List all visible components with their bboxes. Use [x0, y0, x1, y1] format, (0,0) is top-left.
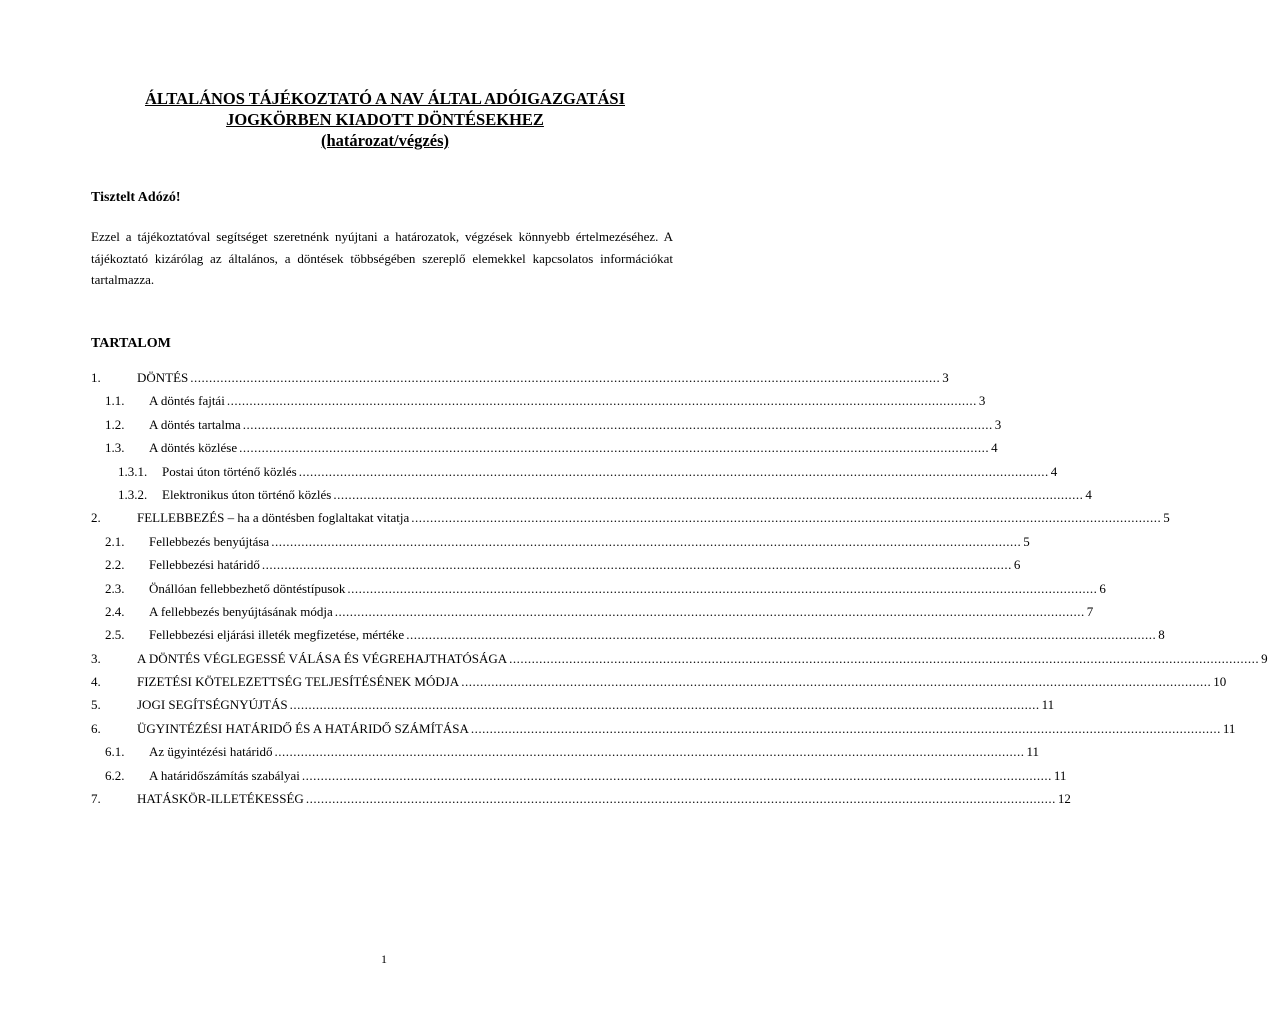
- toc-entry[interactable]: [91, 647, 1268, 670]
- toc-dot-leader: ........................................................................................................................................................................................................: [242, 416, 993, 432]
- toc-entry-title: Önállóan fellebbezhető döntéstípusok: [149, 577, 347, 600]
- toc-entry-link[interactable]: [137, 506, 1170, 529]
- toc-entry-number: 6.2.: [105, 767, 125, 783]
- toc-dot-leader: ........................................................................................................................................................................................................: [347, 580, 1098, 596]
- toc-entry-number: 1.3.1.: [118, 463, 148, 479]
- toc-entry[interactable]: [91, 693, 1055, 716]
- toc-entry-link[interactable]: [149, 600, 1094, 623]
- toc-entry-link[interactable]: [149, 577, 1106, 600]
- toc-entry[interactable]: [91, 577, 1106, 600]
- toc-entry-title: A határidőszámítás szabályai: [149, 764, 302, 787]
- toc-entry-page: 8: [1156, 623, 1165, 646]
- toc-entry[interactable]: [91, 670, 1227, 693]
- toc-entry-link[interactable]: [162, 483, 1092, 506]
- toc-entry-link[interactable]: [137, 647, 1268, 670]
- toc-dot-leader: ........................................................................................................................................................................................................: [470, 720, 1221, 736]
- toc-entry-title: ÜGYINTÉZÉSI HATÁRIDŐ ÉS A HATÁRIDŐ SZÁMÍTÁSA: [137, 717, 471, 740]
- toc-entry-title: A DÖNTÉS VÉGLEGESSÉ VÁLÁSA ÉS VÉGREHAJTHATÓSÁGA: [137, 647, 509, 670]
- toc-dot-leader: ........................................................................................................................................................................................................: [334, 603, 1085, 619]
- toc-entry-link[interactable]: [149, 389, 986, 412]
- toc-dot-leader: ........................................................................................................................................................................................................: [261, 557, 1012, 573]
- toc-entry-page: 7: [1085, 600, 1094, 623]
- toc-entry-link[interactable]: [162, 460, 1058, 483]
- toc-entry-title: JOGI SEGÍTSÉGNYÚJTÁS: [137, 693, 290, 716]
- toc-entry-number: 2.: [91, 510, 101, 526]
- table-of-contents: [91, 366, 1268, 810]
- toc-entry-page: 6: [1097, 577, 1106, 600]
- toc-entry-number: 2.2.: [105, 557, 125, 573]
- toc-entry-page: 4: [989, 436, 998, 459]
- toc-entry-page: 3: [993, 413, 1002, 436]
- toc-entry-number: 1.3.: [105, 440, 125, 456]
- toc-entry-page: 5: [1161, 506, 1170, 529]
- toc-entry-link[interactable]: [149, 764, 1067, 787]
- toc-entry-link[interactable]: [149, 530, 1030, 553]
- toc-dot-leader: ........................................................................................................................................................................................................: [406, 627, 1157, 643]
- toc-dot-leader: ........................................................................................................................................................................................................: [289, 697, 1040, 713]
- toc-entry[interactable]: [91, 764, 1067, 787]
- toc-entry[interactable]: [91, 413, 1002, 436]
- toc-dot-leader: ........................................................................................................................................................................................................: [333, 486, 1084, 502]
- toc-entry-number: 1.: [91, 370, 101, 385]
- toc-entry-number: 3.: [91, 650, 101, 666]
- toc-entry-number: 1.3.2.: [118, 486, 148, 502]
- toc-entry[interactable]: [91, 366, 949, 389]
- toc-entry-title: A döntés közlése: [149, 436, 239, 459]
- toc-entry[interactable]: [91, 740, 1039, 763]
- toc-entry-title: Fellebbezés benyújtása: [149, 530, 271, 553]
- toc-entry-page: 11: [1024, 740, 1039, 763]
- toc-entry-title: Fellebbezési eljárási illeték megfizetése, mértéke: [149, 623, 406, 646]
- toc-entry-link[interactable]: [149, 740, 1039, 763]
- toc-entry-number: 2.3.: [105, 580, 125, 596]
- toc-entry-title: FIZETÉSI KÖTELEZETTSÉG TELJESÍTÉSÉNEK MÓDJA: [137, 670, 461, 693]
- toc-entry-number: 1.1.: [105, 393, 125, 409]
- salutation: Tisztelt Adózó!: [91, 190, 181, 205]
- toc-dot-leader: ........................................................................................................................................................................................................: [305, 791, 1056, 807]
- toc-entry-number: 4.: [91, 674, 101, 690]
- toc-entry-link[interactable]: [137, 366, 949, 389]
- toc-entry-title: A döntés fajtái: [149, 389, 227, 412]
- toc-entry-number: 7.: [91, 791, 101, 807]
- toc-entry-number: 5.: [91, 697, 101, 713]
- toc-entry-number: 6.: [91, 720, 101, 736]
- toc-entry-number: 1.2.: [105, 416, 125, 432]
- toc-dot-leader: ........................................................................................................................................................................................................: [271, 533, 1022, 549]
- toc-dot-leader: ........................................................................................................................................................................................................: [301, 767, 1052, 783]
- toc-entry[interactable]: [91, 506, 1170, 529]
- title-line-2: JOGKÖRBEN KIADOTT DÖNTÉSEKHEZ: [226, 110, 544, 129]
- toc-entry-link[interactable]: [137, 787, 1071, 810]
- toc-entry-page: 11: [1221, 717, 1236, 740]
- toc-dot-leader: ........................................................................................................................................................................................................: [226, 393, 977, 409]
- toc-entry[interactable]: [91, 460, 1058, 483]
- title-line-1: ÁLTALÁNOS TÁJÉKOZTATÓ A NAV ÁLTAL ADÓIGAZGATÁSI: [144, 89, 626, 108]
- toc-entry-page: 10: [1211, 670, 1226, 693]
- document-title: [90, 88, 680, 151]
- toc-entry-link[interactable]: [149, 553, 1021, 576]
- toc-entry-title: A fellebbezés benyújtásának módja: [149, 600, 335, 623]
- toc-dot-leader: ........................................................................................................................................................................................................: [298, 463, 1049, 479]
- toc-entry[interactable]: [91, 483, 1092, 506]
- toc-dot-leader: ........................................................................................................................................................................................................: [274, 744, 1025, 760]
- toc-entry-link[interactable]: [149, 623, 1165, 646]
- toc-entry-title: Postai úton történő közlés: [162, 460, 299, 483]
- toc-dot-leader: ........................................................................................................................................................................................................: [509, 650, 1260, 666]
- toc-entry-number: 2.5.: [105, 627, 125, 643]
- toc-entry-link[interactable]: [149, 413, 1002, 436]
- toc-entry[interactable]: [91, 553, 1021, 576]
- toc-entry-page: 12: [1056, 787, 1071, 810]
- toc-dot-leader: ........................................................................................................................................................................................................: [190, 370, 941, 385]
- toc-entry-page: 3: [940, 366, 949, 389]
- toc-entry-title: FELLEBBEZÉS – ha a döntésben foglaltakat vitatja: [137, 506, 411, 529]
- title-line-3: (határozat/végzés): [321, 131, 449, 150]
- toc-entry-title: HATÁSKÖR-ILLETÉKESSÉG: [137, 787, 306, 810]
- toc-dot-leader: ........................................................................................................................................................................................................: [461, 674, 1212, 690]
- toc-entry-number: 2.1.: [105, 533, 125, 549]
- toc-entry-page: 4: [1049, 460, 1058, 483]
- intro-paragraph: Ezzel a tájékoztatóval segítséget szeretnénk nyújtani a határozatok, végzések könnyebb értelmezéséhez. A tájékoztató kizárólag az általános, a döntések többségében szereplő elemekkel kapcsolatos információkat tartalmazza.: [91, 229, 673, 287]
- toc-dot-leader: ........................................................................................................................................................................................................: [411, 510, 1162, 526]
- toc-entry[interactable]: [91, 389, 986, 412]
- toc-entry[interactable]: [91, 600, 1094, 623]
- toc-entry-page: 3: [977, 389, 986, 412]
- toc-entry[interactable]: [91, 717, 1236, 740]
- toc-entry[interactable]: [91, 623, 1165, 646]
- toc-entry-link[interactable]: [137, 717, 1236, 740]
- toc-heading: TARTALOM: [91, 336, 171, 351]
- toc-entry-title: Elektronikus úton történő közlés: [162, 483, 333, 506]
- toc-entry-link[interactable]: [137, 693, 1055, 716]
- toc-entry-number: 6.1.: [105, 744, 125, 760]
- toc-entry-page: 5: [1021, 530, 1030, 553]
- toc-entry[interactable]: [91, 436, 998, 459]
- toc-entry-page: 4: [1083, 483, 1092, 506]
- toc-entry-title: Az ügyintézési határidő: [149, 740, 274, 763]
- toc-dot-leader: ........................................................................................................................................................................................................: [239, 440, 990, 456]
- page-number: 1: [381, 952, 387, 966]
- toc-entry-number: 2.4.: [105, 603, 125, 619]
- toc-entry[interactable]: [91, 530, 1030, 553]
- toc-entry[interactable]: [91, 787, 1071, 810]
- toc-entry-page: 9: [1259, 647, 1268, 670]
- toc-entry-link[interactable]: [149, 436, 998, 459]
- toc-entry-link[interactable]: [137, 670, 1227, 693]
- toc-entry-page: 6: [1012, 553, 1021, 576]
- toc-entry-page: 11: [1040, 693, 1055, 716]
- toc-entry-title: DÖNTÉS: [137, 366, 190, 389]
- toc-entry-title: A döntés tartalma: [149, 413, 243, 436]
- toc-entry-title: Fellebbezési határidő: [149, 553, 262, 576]
- toc-entry-page: 11: [1052, 764, 1067, 787]
